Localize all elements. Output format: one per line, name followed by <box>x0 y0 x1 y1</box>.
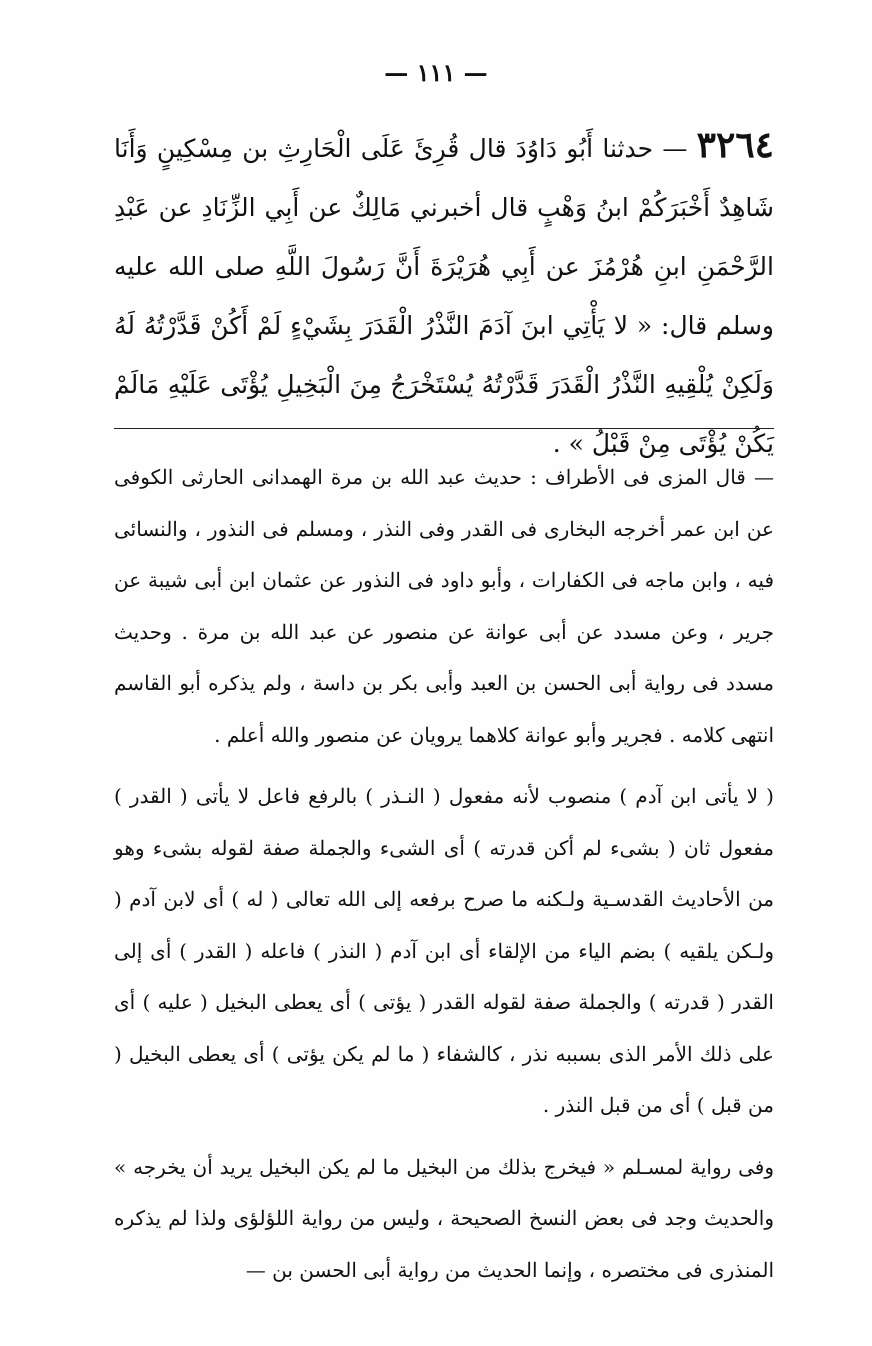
hadith-text: — حدثنا أَبُو دَاوُدَ قال قُرِئَ عَلَى الْحَارِثِ بن مِسْكِينٍ وَأَنَا شَاهِدٌ أَخْبَرَكُمْ ابنُ وَهْبٍ قال أخبرني مَالِكٌ عن أَبِي الزِّنَادِ عن عَبْدِ الرَّحْمَنِ ابنِ هُرْمُزَ عن أَبِي هُرَيْرَةَ أَنَّ رَسُولَ اللَّهِ صلى الله عليه وسلم قال: « لا يَأْتِي ابنَ آدَمَ النَّذْرُ الْقَدَرَ بِشَيْءٍ لَمْ أَكُنْ قَدَّرْتُهُ لَهُ وَلَكِنْ يُلْقِيهِ النَّذْرُ الْقَدَرَ قَدَّرْتُهُ يُسْتَخْرَجُ مِنَ الْبَخِيلِ يُؤْتَى عَلَيْهِ مَالَمْ يَكُنْ يُؤْتَى مِنْ قَبْلُ » . <box>114 134 774 458</box>
hadith-number: ٣٢٦٤ <box>696 124 774 166</box>
hadith-text-block <box>114 116 774 473</box>
commentary-block <box>114 452 774 1306</box>
page-number: — ١١١ — <box>384 58 488 87</box>
footnote-divider <box>114 428 774 429</box>
commentary-paragraph: وفى رواية لمسـلم « فيخرج بذلك من البخيل ما لم يكن البخيل يريد أن يخرجه » والحديث وجد فى بعض النسخ الصحيحة ، وليس من رواية اللؤلؤى ولذا لم يذكره المنذرى فى مختصره ، وإنما الحديث من رواية أبى الحسن بن — <box>114 1154 774 1282</box>
commentary-paragraph: ( لا يأتى ابن آدم ) منصوب لأنه مفعول ( النـذر ) بالرفع فاعل لا يأتى ( القدر ) مفعول ثان ( بشىء لم أكن قدرته ) أى الشىء والجملة صفة لقوله بشىء وهو من الأحاديث القدسـية ولـكنه ما صرح برفعه إلى الله تعالى ( له ) أى لابن آدم ( ولـكن يلقيه ) بضم الياء من الإلقاء أى ابن آدم ( النذر ) فاعله ( القدر ) أى إلى القدر ( قدرته ) والجملة صفة لقوله القدر ( يؤتى ) أى يعطى البخيل ( عليه ) أى على ذلك الأمر الذى بسببه نذر ، كالشفاء ( ما لم يكن يؤتى ) أى يعطى البخيل ( من قبل ) أى من قبل النذر . <box>114 784 774 1117</box>
commentary-paragraph: — قال المزى فى الأطراف : حديث عبد الله بن مرة الهمدانى الحارثى الكوفى عن ابن عمر أخرجه البخارى فى القدر وفى النذر ، ومسلم فى النذور ، والنسائى فيه ، وابن ماجه فى الكفارات ، وأبو داود فى النذور عن عثمان ابن أبى شيبة عن جرير ، وعن مسدد عن أبى عوانة عن منصور عن عبد الله بن مرة . وحديث مسدد فى رواية أبى الحسن بن العبد وأبى بكر بن داسة ، ولم يذكره أبو القاسم انتهى كلامه . فجرير وأبو عوانة كلاهما يرويان عن منصور والله أعلم . <box>114 465 774 747</box>
